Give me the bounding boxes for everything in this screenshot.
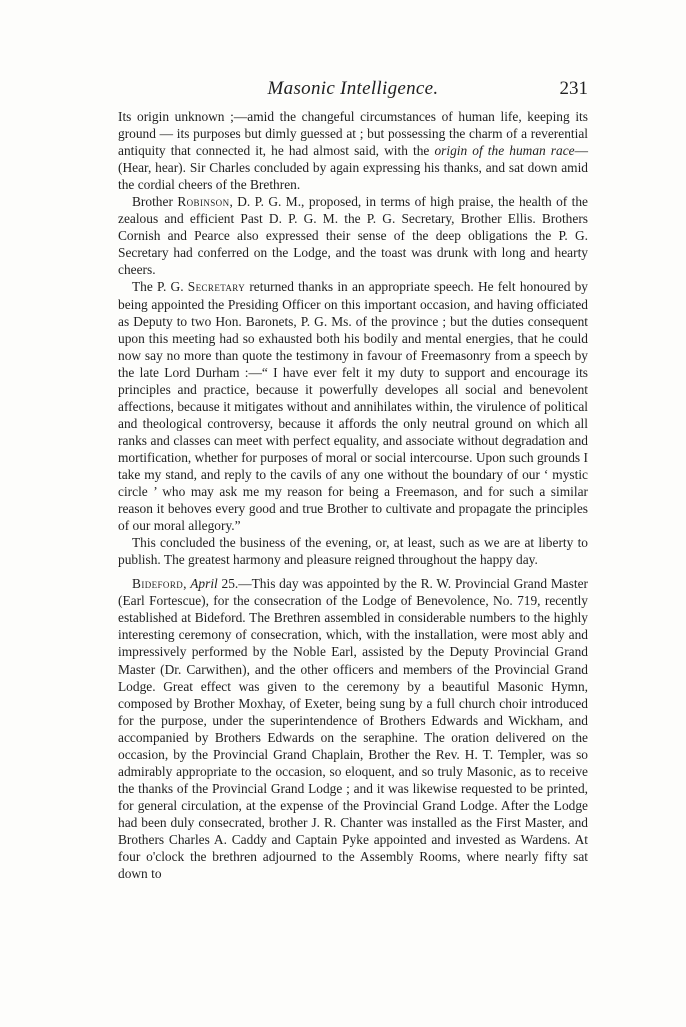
text-segment: Bideford <box>132 576 184 592</box>
text-segment: —(Hear, hear). Sir Charles concluded by again expressing his thanks, and sat down amid the cordial cheers of the Brethren. <box>118 143 588 193</box>
running-header <box>118 78 588 102</box>
text-segment: Its origin unknown ;—amid the changeful circumstances of human life, keeping its ground — its purposes but dimly guessed at ; but possessing the charm of a reverential antiquity that connected it, he had almost said, with the <box>118 109 588 159</box>
page-number: 231 <box>559 78 588 99</box>
text-segment: Secretary <box>187 279 246 295</box>
paragraph-bideford-report <box>118 575 588 882</box>
paragraph-sir-charles-speech <box>118 108 588 193</box>
text-segment: This concluded the business of the evening, or, at least, such as we are at liberty to publish. The greatest harmony and pleasure reigned throughout the happy day. <box>118 535 588 568</box>
text-segment: returned thanks in an appropriate speech. He felt honoured by being appointed the Presiding Officer on this important occasion, and having officiated as Deputy to two Hon. Baronets, P. G. Ms. of the province ; but the duties consequent upon this meeting had so exhausted both his bodily and mental energies, that he could now say no more than quote the testimony in favour of Freemasonry from a speech by the late Lord Durham :—“ I have ever felt it my duty to support and encourage its principles and practice, because it powerfully developes all social and benevolent affections, because it mitigates without and annihilates within, the virulence of political and theological controversy, because it affords the only neutral ground on which all ranks and classes can meet with perfect equality, and associate without degradation and mortification, whether for purposes of moral or social intercourse. Upon such grounds I take my stand, and reply to the cavils of any one without the boundary of our ‘ mystic circle ’ who may ask me my reason for being a Freemason, and for such a similar reason it behoves every good and true Brother to cultivate and propagate the principles of our moral allegory.” <box>118 279 588 534</box>
text-segment: April <box>190 576 218 592</box>
running-title: Masonic Intelligence. <box>267 78 439 99</box>
text-segment: Brother <box>132 194 178 210</box>
text-segment: origin of the human race <box>434 143 575 159</box>
paragraph-secretary-reply <box>118 278 588 534</box>
text-segment: 25.—This day was appointed by the R. W. Provincial Grand Master (Earl Fortescue), for the consecration of the Lodge of Benevolence, No. 719, recently established at Bideford. The Brethren assembled in considerable numbers to the highly interesting ceremony of consecration, which, with the installation, were most ably and impressively performed by the Noble Earl, assisted by the Deputy Provincial Grand Master (Dr. Carwithen), and the other officers and members of the Provincial Grand Lodge. Great effect was given to the ceremony by a beautiful Masonic Hymn, composed by Brother Moxhay, of Exeter, being sung by a full church choir introduced for the purpose, under the superintendence of Brothers Edwards and Wickham, and accompanied by Brothers Edwards on the seraphine. The oration delivered on the occasion, by the Provincial Grand Chaplain, Brother the Rev. H. T. Templer, was so admirably appropriate to the occasion, so eloquent, and so truly Masonic, as to receive the thanks of the Provincial Grand Lodge ; and it was likewise requested to be printed, for general circulation, at the expense of the Provincial Grand Lodge. After the Lodge had been duly consecrated, brother J. R. Chanter was installed as the First Master, and Brothers Charles A. Caddy and Captain Pyke appointed and invested as Wardens. At four o'clock the brethren adjourned to the Assembly Rooms, where nearly fifty sat down to <box>118 576 589 882</box>
text-segment: , D. P. G. M., proposed, in terms of high praise, the health of the zealous and efficient Past D. P. G. M. the P. G. Secretary, Brother Ellis. Brothers Cornish and Pearce also expressed their sense of the deep obligations the P. G. Secretary had conferred on the Lodge, and the toast was drunk with long and hearty cheers. <box>118 194 588 278</box>
paragraph-robinson-toast <box>118 193 588 278</box>
text-segment: The P. G. <box>132 279 188 295</box>
text-segment: , <box>183 576 191 592</box>
body-text <box>118 108 588 882</box>
text-segment: Robinson <box>177 194 230 210</box>
paragraph-evening-conclusion <box>118 534 588 568</box>
